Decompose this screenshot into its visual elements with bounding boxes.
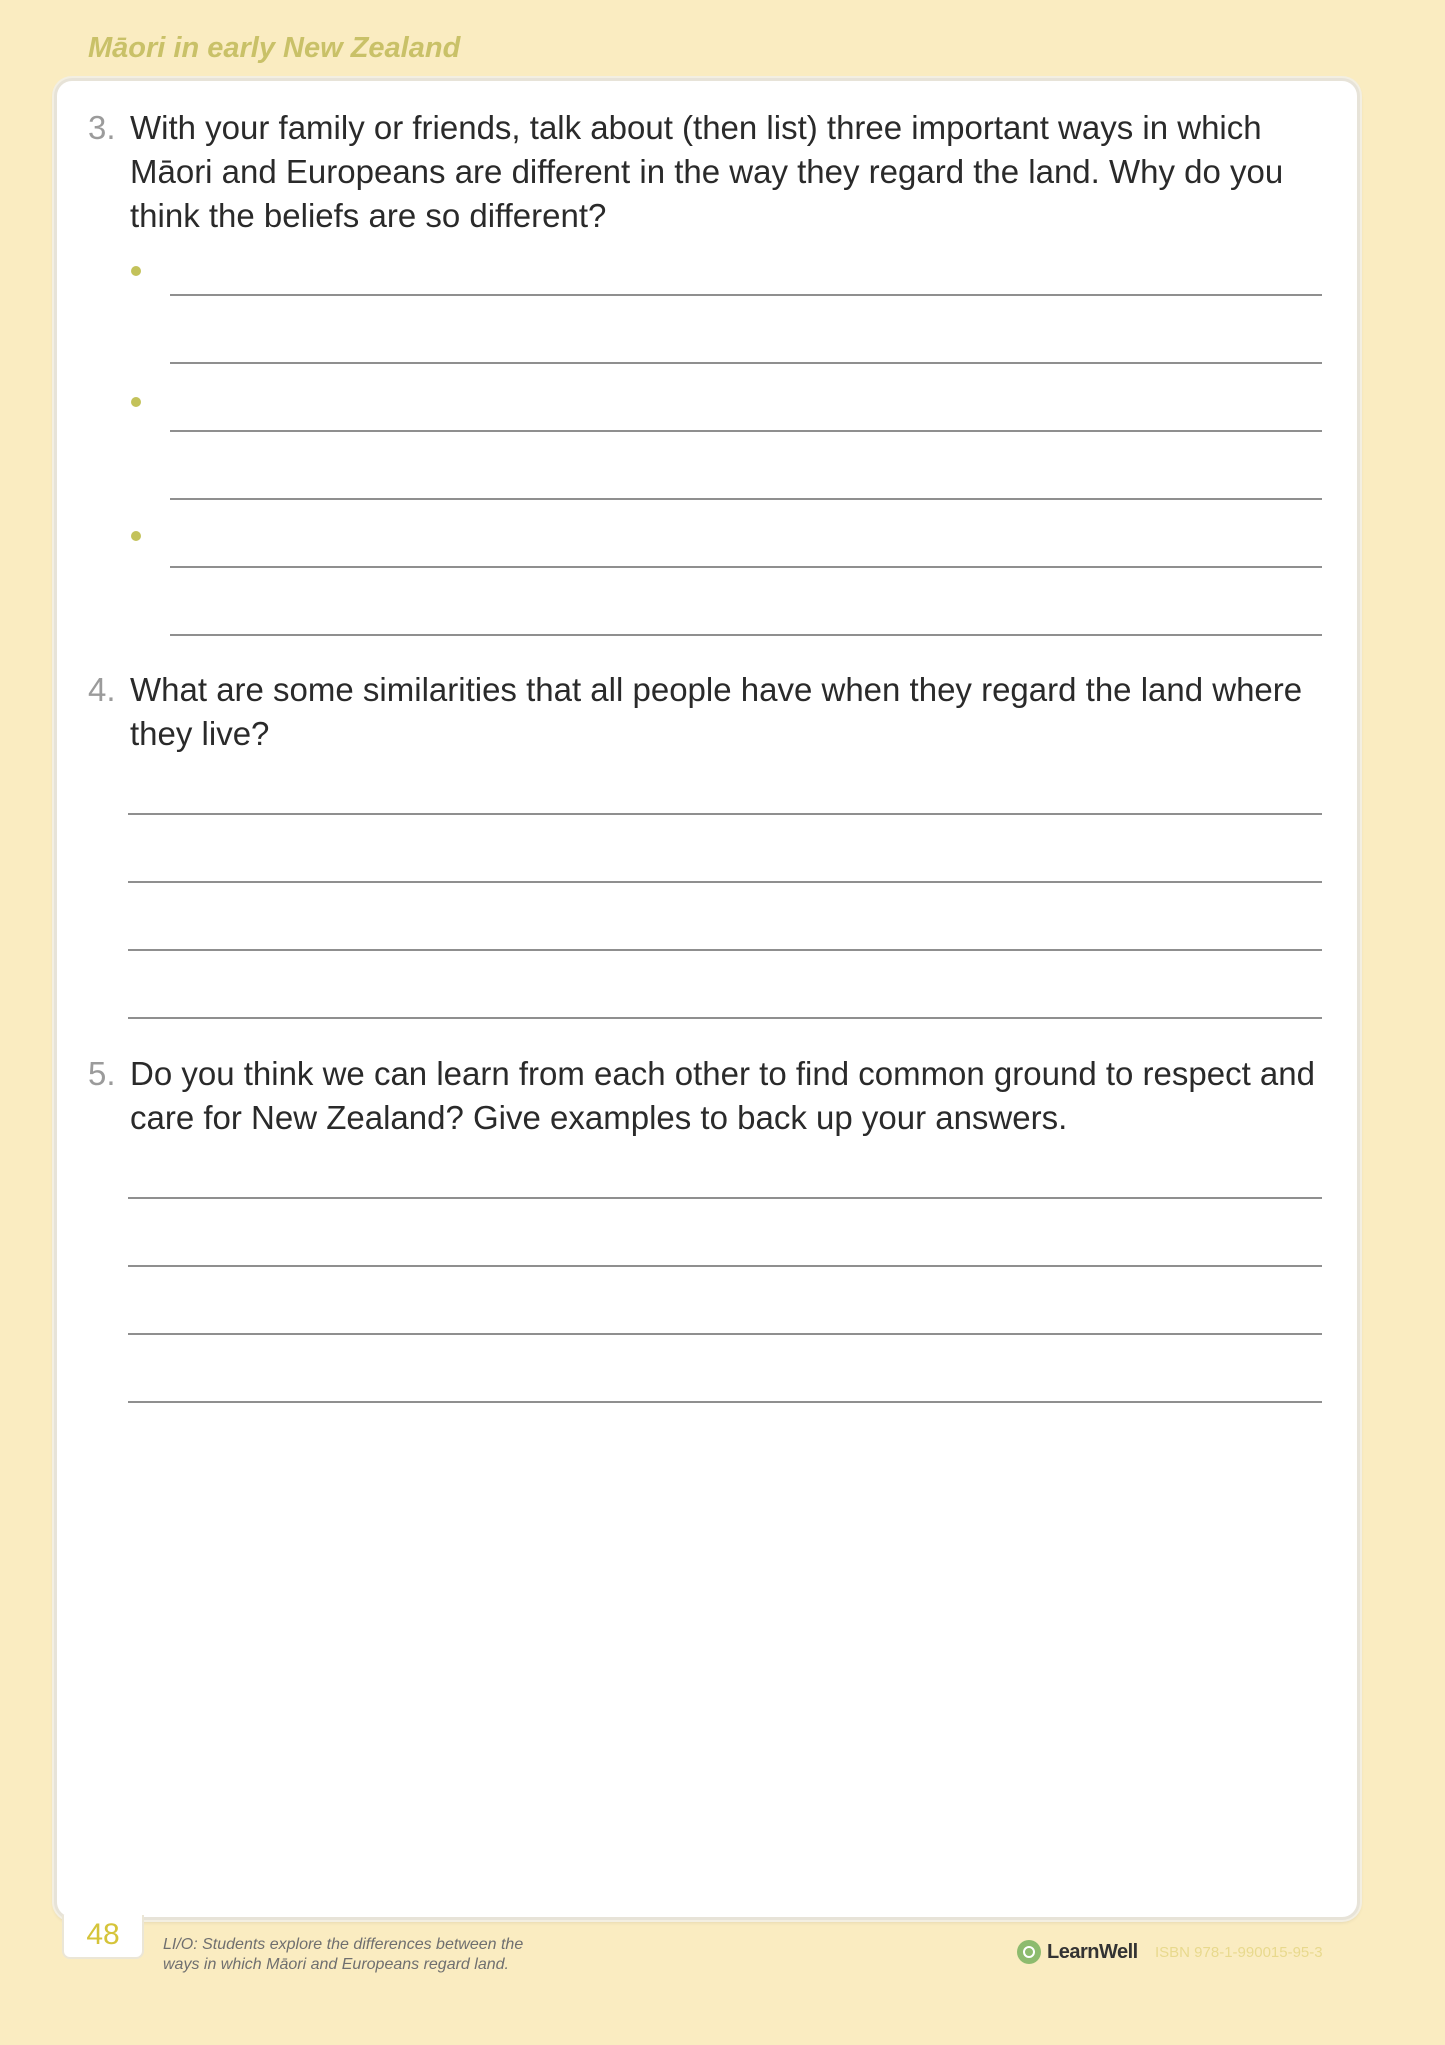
answer-line[interactable] [170, 566, 1322, 568]
question-5 [88, 1052, 1328, 1140]
answer-line[interactable] [170, 362, 1322, 364]
answer-line[interactable] [170, 634, 1322, 636]
learnwell-logo-icon [1017, 1940, 1041, 1964]
question-text: Do you think we can learn from each other to find common ground to respect and care for New Zealand? Give examples to back up your answers. [130, 1055, 1315, 1136]
question-text: With your family or friends, talk about (then list) three important ways in which Māori and Europeans are different in the way they regard the land. Why do you think the beliefs are so different? [130, 109, 1284, 234]
question-number: 5. [88, 1055, 116, 1092]
answer-line[interactable] [128, 1017, 1322, 1019]
question-4 [88, 668, 1328, 756]
question-3 [88, 106, 1328, 238]
question-number: 4. [88, 671, 116, 708]
answer-line[interactable] [128, 813, 1322, 815]
bullet-point [131, 531, 141, 541]
page-number: 48 [62, 1915, 144, 1959]
answer-line[interactable] [128, 881, 1322, 883]
answer-line[interactable] [170, 430, 1322, 432]
bullet-point [131, 397, 141, 407]
answer-line[interactable] [128, 1333, 1322, 1335]
isbn: ISBN 978-1-990015-95-3 [1155, 1944, 1323, 1961]
answer-line[interactable] [128, 949, 1322, 951]
worksheet-card [54, 78, 1360, 1920]
answer-line[interactable] [128, 1197, 1322, 1199]
answer-line[interactable] [128, 1265, 1322, 1267]
answer-line[interactable] [128, 1401, 1322, 1403]
question-number: 3. [88, 109, 116, 146]
bullet-point [131, 266, 141, 276]
answer-line[interactable] [170, 498, 1322, 500]
chapter-title: Māori in early New Zealand [88, 32, 461, 64]
question-text: What are some similarities that all people have when they regard the land where they live? [130, 671, 1303, 752]
learnwell-logo [1017, 1940, 1138, 1964]
brand-name: LearnWell [1047, 1940, 1138, 1963]
learning-intention: LI/O: Students explore the differences between the ways in which Māori and Europeans regard land. [163, 1936, 524, 1973]
answer-line[interactable] [170, 294, 1322, 296]
